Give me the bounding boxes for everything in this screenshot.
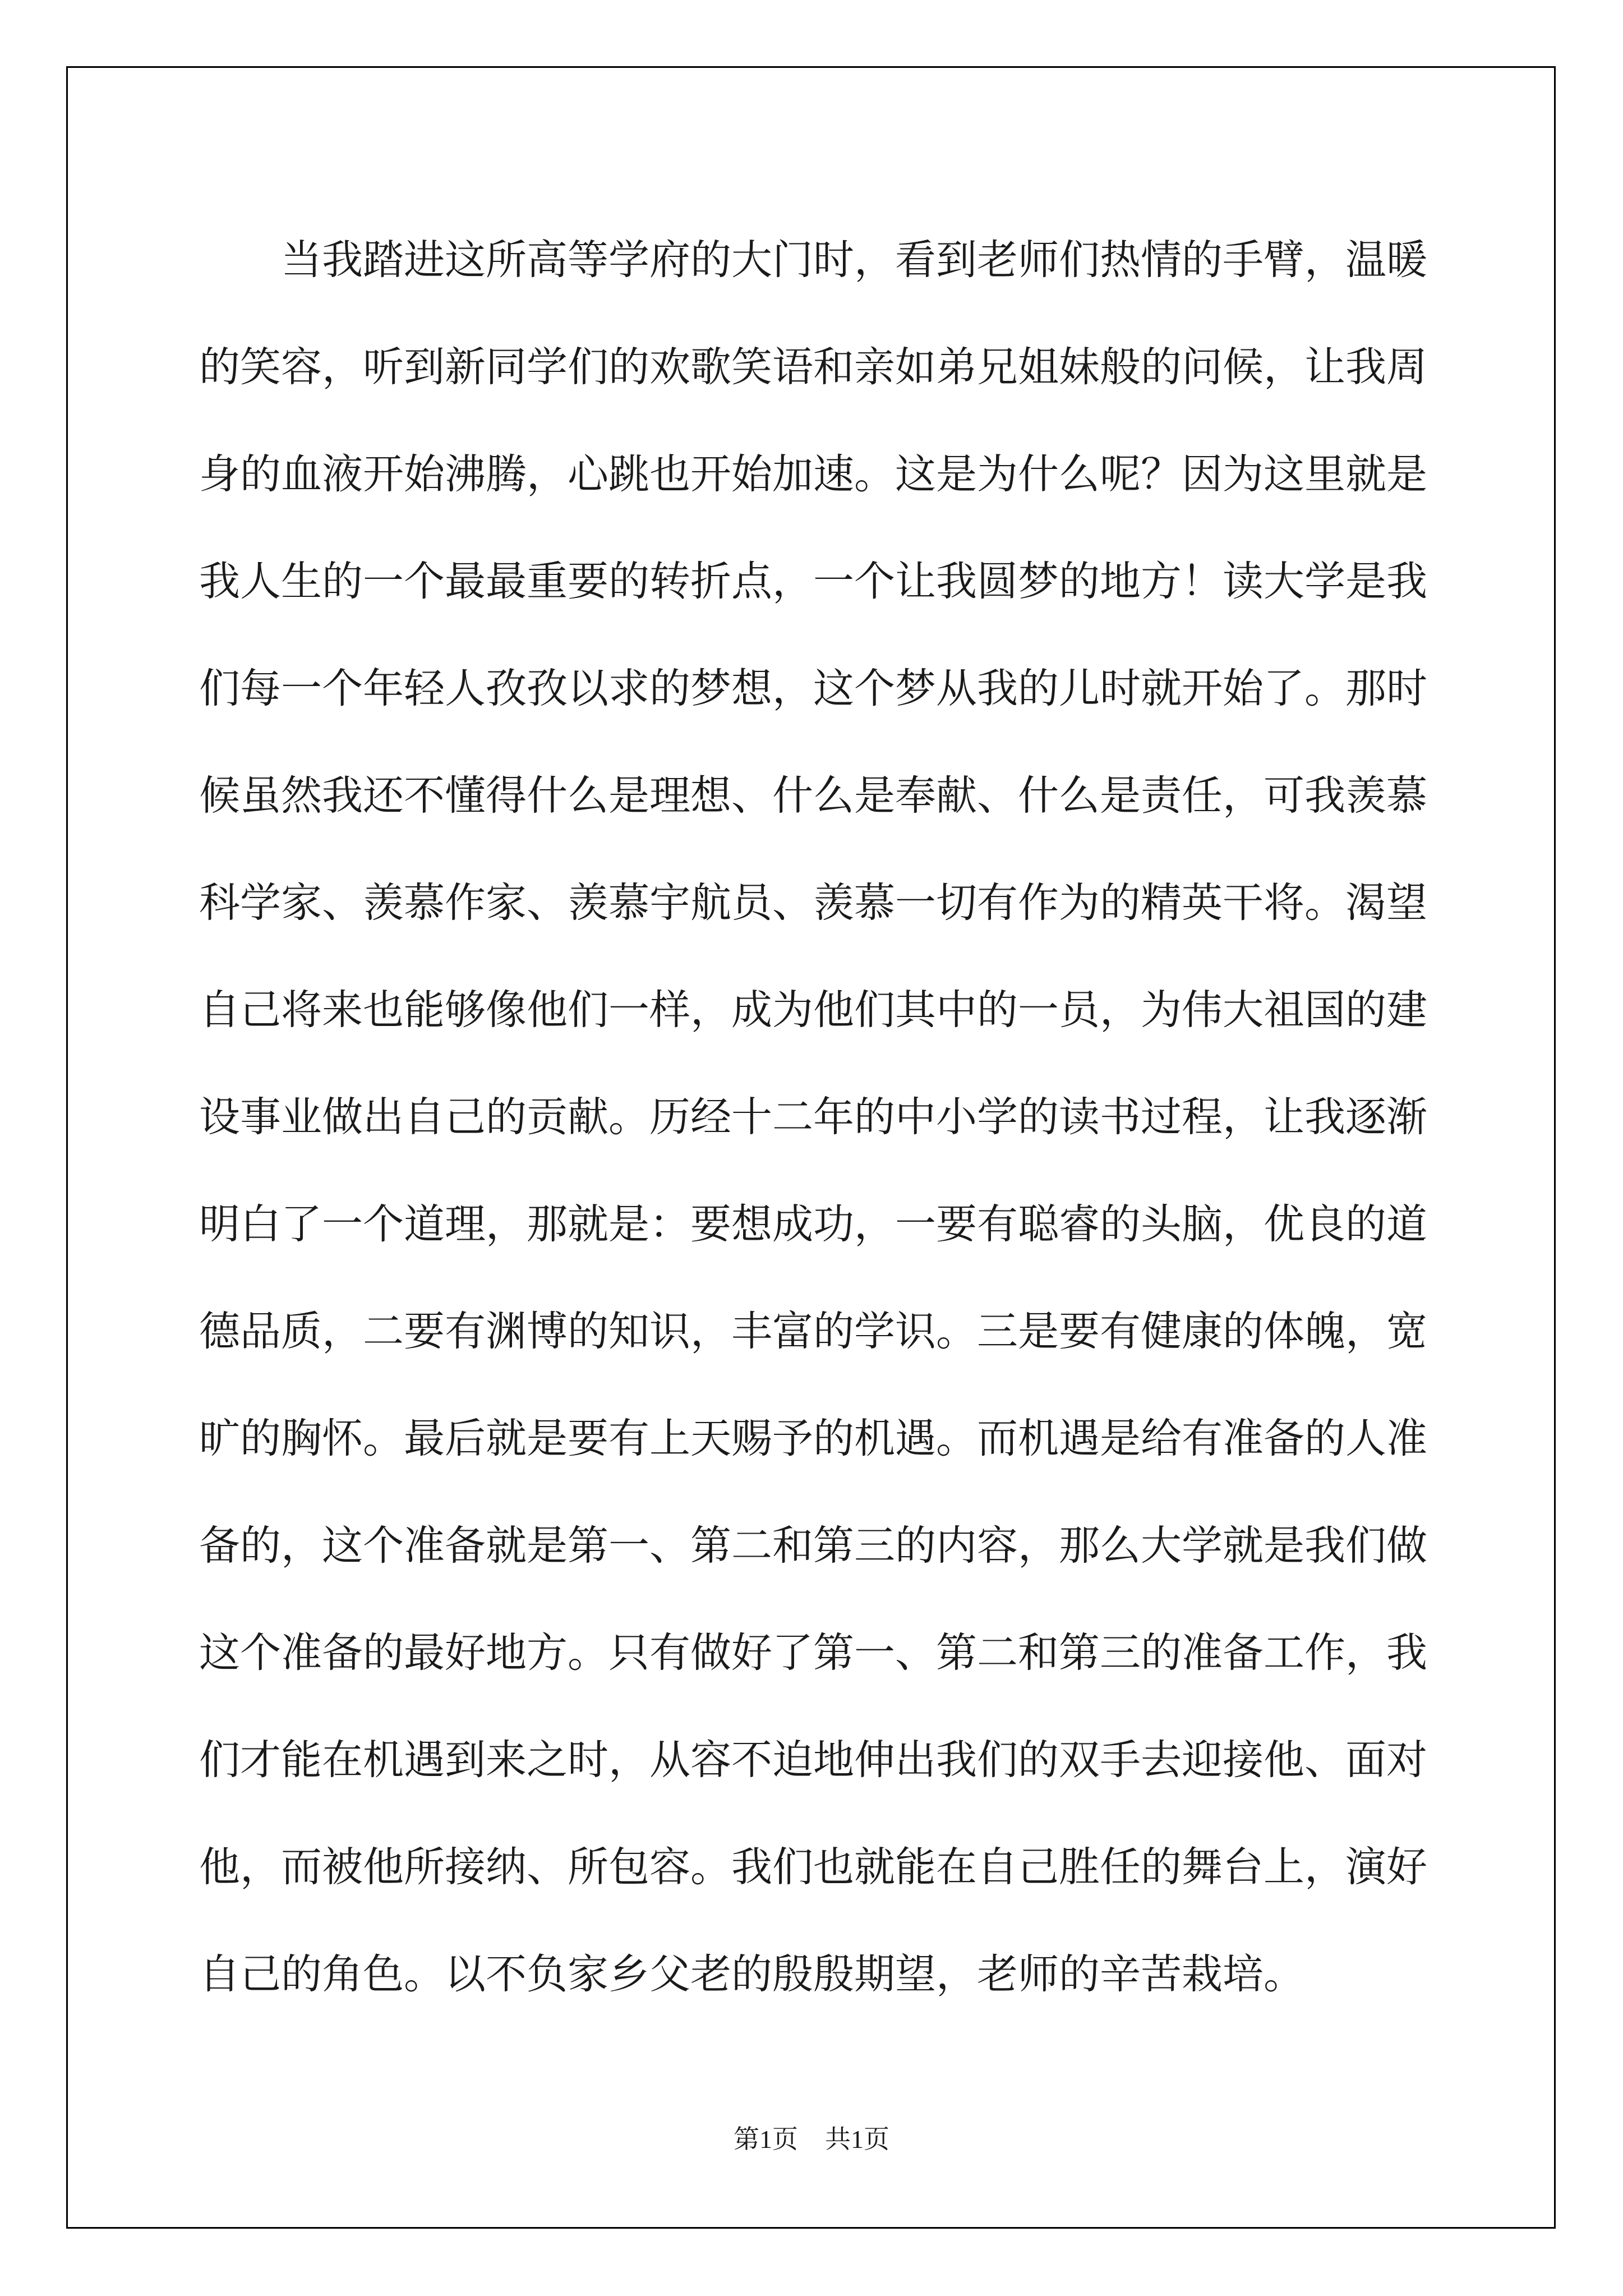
page-number-total: 共1页 bbox=[825, 2125, 889, 2154]
body-paragraph: 当我踏进这所高等学府的大门时，看到老师们热情的手臂，温暖的笑容，听到新同学们的欢歌笑语和亲如弟兄姐妹般的问候，让我周身的血液开始沸腾，心跳也开始加速。这是为什么呢？因为这里就是我人生的一个最最重要的转折点，一个让我圆梦的地方！读大学是我们每一个年轻人孜孜以求的梦想，这个梦从我的儿时就开始了。那时候虽然我还不懂得什么是理想、什么是奉献、什么是责任，可我羡慕科学家、羡慕作家、羡慕宇航员、羡慕一切有作为的精英干将。渴望自己将来也能够像他们一样，成为他们其中的一员，为伟大祖国的建设事业做出自己的贡献。历经十二年的中小学的读书过程，让我逐渐明白了一个道理，那就是：要想成功，一要有聪睿的头脑，优良的道德品质，二要有渊博的知识，丰富的学识。三是要有健康的体魄，宽旷的胸怀。最后就是要有上天赐予的机遇。而机遇是给有准备的人准备的，这个准备就是第一、第二和第三的内容，那么大学就是我们做这个准备的最好地方。只有做好了第一、第二和第三的准备工作，我们才能在机遇到来之时，从容不迫地伸出我们的双手去迎接他、面对他，而被他所接纳、所包容。我们也就能在自己胜任的舞台上，演好自己的角色。以不负家乡父老的殷殷期望，老师的辛苦栽培。 bbox=[199, 236, 1427, 1998]
page-footer bbox=[0, 2123, 1623, 2156]
page-number-current: 第1页 bbox=[734, 2125, 798, 2154]
